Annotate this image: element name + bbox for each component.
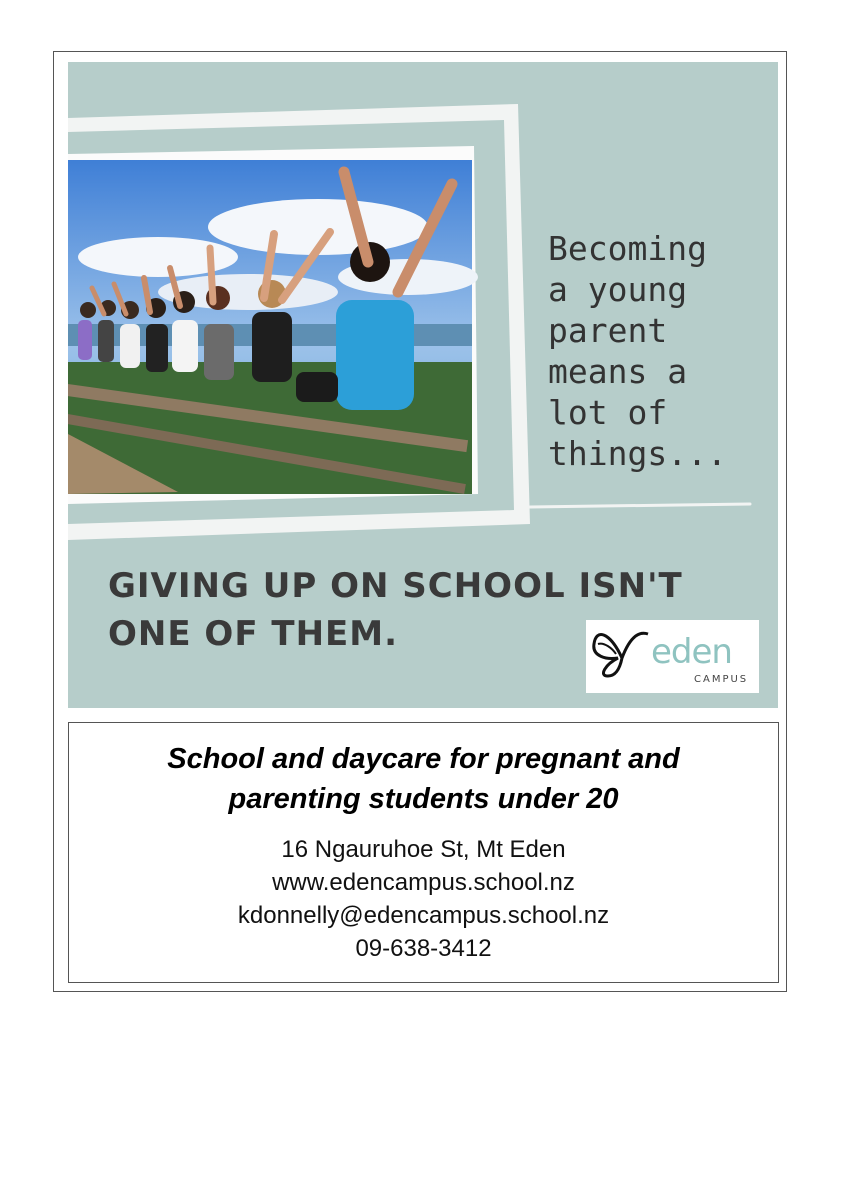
info-title-line: parenting students under 20	[228, 783, 619, 815]
tagline-line: means a	[548, 352, 688, 391]
tagline-line: a young	[548, 270, 688, 309]
tagline-line: parent	[548, 311, 668, 350]
logo-subtitle: CAMPUS	[694, 674, 749, 685]
butterfly-icon	[592, 624, 654, 680]
tagline-line: lot of	[548, 393, 668, 432]
headline-line: ONE OF THEM.	[108, 614, 399, 654]
email-link[interactable]: kdonnelly@edencampus.school.nz	[237, 902, 610, 929]
eden-campus-logo	[586, 620, 759, 693]
tagline	[548, 228, 727, 474]
phone-number: 09-638-3412	[355, 935, 492, 962]
logo-word: eden	[651, 632, 732, 672]
address: 16 Ngauruhoe St, Mt Eden	[281, 836, 566, 863]
website-link[interactable]: www.edencampus.school.nz	[272, 869, 575, 896]
contact-details	[69, 833, 778, 965]
info-title	[69, 739, 778, 819]
tagline-line: Becoming	[548, 229, 707, 268]
info-box	[68, 722, 779, 983]
info-title-line: School and daycare for pregnant and	[167, 743, 680, 775]
students-photo	[68, 160, 478, 494]
tagline-line: things...	[548, 434, 727, 473]
headline-line: GIVING UP ON SCHOOL ISN'T	[108, 566, 683, 606]
